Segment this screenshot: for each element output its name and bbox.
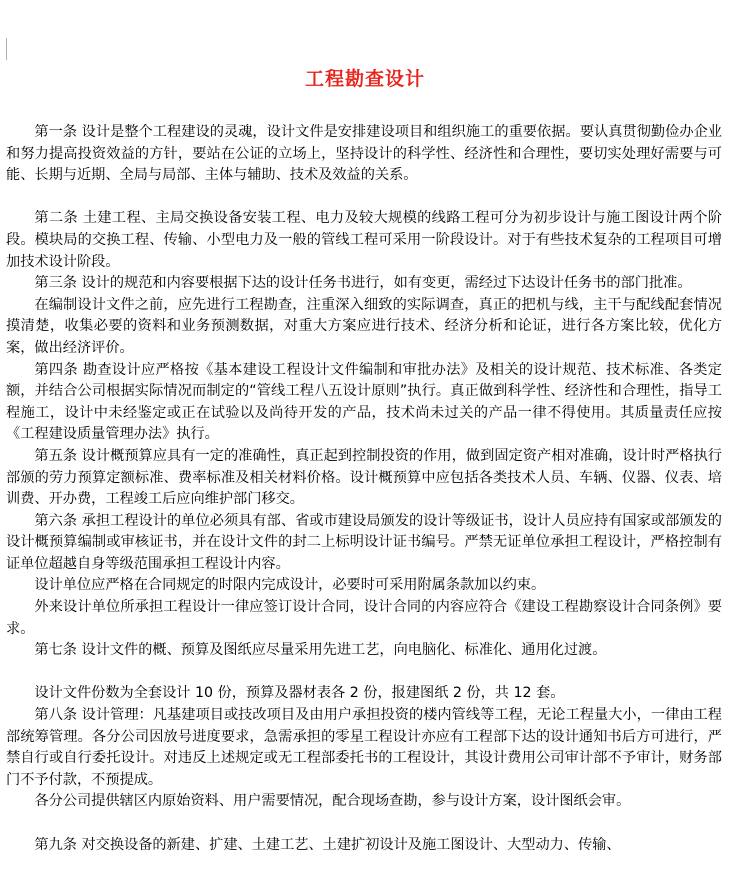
article-8-paragraph: 第八条 设计管理：凡基建项目或技改项目及由用户承担投资的楼内管线等工程，无论工程量大小，一律由工程部统筹管理。各分公司因放号进度要求，急需承担的零星工程设计亦应有工程部下达的设计通知书后方可进行，严禁自行或自行委托设计。对违反上述规定或无工程部委托书的工程设计，其设计费用公司审计部不予审计，财务部门不予付款，不预提成。	[6, 707, 722, 788]
blank-line	[6, 813, 722, 835]
article-3-paragraph: 第三条 设计的规范和内容要根据下达的设计任务书进行，如有变更，需经过下达设计任务书的部门批准。	[34, 275, 692, 292]
article-9-paragraph: 第九条 对交换设备的新建、扩建、土建工艺、土建扩初设计及施工图设计、大型动力、传输、	[34, 836, 621, 853]
article-6-paragraph: 第六条 承担工程设计的单位必须具有部、省或市建设局颁发的设计等级证书，设计人员应持有国家或部颁发的设计概预算编制或审核证书，并在设计文件的封二上标明设计证书编号。严禁无证单位承担工程设计，严格控制有证单位超越自身等级范围承担工程设计内容。	[6, 512, 722, 572]
survey-paragraph: 在编制设计文件之前，应先进行工程勘查，注重深入细致的实际调查，真正的把机与线，主干与配线配套情况摸清楚，收集必要的资料和业务预测数据，对重大方案应进行技术、经济分析和论证，进行各方案比较，优化方案，做出经济评价。	[6, 296, 722, 356]
article-2-paragraph: 第二条 土建工程、主局交换设备安装工程、电力及较大规模的线路工程可分为初步设计与施工图设计两个阶段。模块局的交换工程、传输、小型电力及一般的管线工程可采用一阶段设计。对于有些技术复杂的工程项目可增加技术设计阶段。	[6, 210, 722, 270]
page-corner-mark	[6, 38, 7, 60]
blank-line	[6, 187, 722, 209]
branch-duties-paragraph: 各分公司提供辖区内原始资料、用户需要情况，配合现场查勘，参与设计方案，设计图纸会审。	[34, 793, 631, 810]
article-4-paragraph: 第四条 勘查设计应严格按《基本建设工程设计文件编制和审批办法》及相关的设计规范、技术标准、各类定额，并结合公司根据实际情况而制定的“管线工程八五设计原则”执行。真正做到科学性、经济性和合理性，指导工程施工，设计中未经鉴定或正在试验以及尚待开发的产品，技术尚未过关的产品一律不得使用。其质量责任应按《工程建设质量管理办法》执行。	[6, 361, 722, 443]
external-contract-paragraph: 外来设计单位所承担工程设计一律应签订设计合同，设计合同的内容应符合《建设工程勘察设计合同条例》要求。	[6, 599, 722, 637]
blank-line	[6, 662, 722, 684]
document-title: 工程勘查设计	[304, 68, 425, 90]
article-1-paragraph: 第一条 设计是整个工程建设的灵魂，设计文件是安排建设项目和组织施工的重要依据。要认真贯彻勤俭办企业和努力提高投资效益的方针，要站在公证的立场上，坚持设计的科学性、经济性和合理性，要切实处理好需要与可能、长期与近期、全局与局部、主体与辅助、技术及效益的关系。	[6, 124, 722, 184]
article-5-paragraph: 第五条 设计概预算应具有一定的准确性，真正起到控制投资的作用，做到固定资产相对准确，设计时严格执行部颁的劳力预算定额标准、费率标准及相关材料价格。设计概预算中应包括各类技术人员、车辆、仪器、仪表、培训费、开办费，工程竣工后应向维护部门移交。	[6, 447, 722, 508]
deadline-paragraph: 设计单位应严格在合同规定的时限内完成设计，必要时可采用附属条款加以约束。	[34, 577, 546, 594]
copies-paragraph: 设计文件份数为全套设计 10 份，预算及器材表各 2 份，报建图纸 2 份，共 12 套。	[34, 685, 565, 702]
article-7-paragraph: 第七条 设计文件的概、预算及图纸应尽量采用先进工艺，向电脑化、标准化、通用化过渡。	[34, 642, 607, 659]
document-body	[6, 119, 722, 856]
